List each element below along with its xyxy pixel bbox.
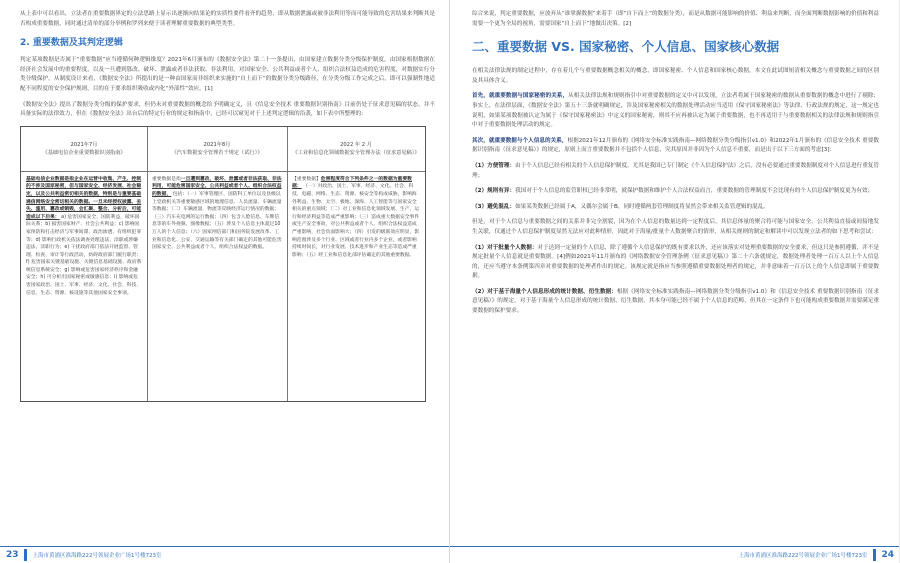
table-header	[287, 127, 425, 172]
page-footer	[450, 546, 899, 563]
list-item-text: 根据《网络安全标准实践指南—网络数据分类分级指引v1.0》和《信息安全技术 重要数据识别指南（征求意见稿）》的规定，对于基于海量个人信息形成的统计数据、衍生数据，其本身可能已经不属于个人信息的范畴，但其在一定条件下也可能构成重要数据并需要满足重要数据的保护要求。	[472, 288, 879, 315]
list-item	[472, 288, 879, 317]
header-title: 《基础电信企业重要数据识别指南》	[42, 149, 126, 156]
list-item-lead: （3）避免混乱：	[472, 203, 516, 210]
cell-lead: 重要数据是指	[152, 176, 181, 182]
body-paragraph	[472, 137, 879, 156]
cell-emphasis: 基础电信企业数据是指企业在运营中收集、产生、控制的不涉及国家秘密，但与国家安全、经济发展、社会稳定，以及公共利益密切相关的数据，特别是与重要基础通信网络安全密切相关的数据。一旦未经授权披露、丢失、滥用、篡改或销毁，会汇聚、整合、分析后，可能造成以下后果：	[26, 176, 142, 220]
page-number: 24	[881, 550, 894, 560]
table-column-2	[147, 127, 288, 401]
cell-lead: 【重要数据】	[292, 176, 321, 182]
body-paragraph: 在相关法律法规的制定过程中，存在着几个与重要数据概念相关的概念，即国家秘密、个人信息和国家核心数据，本文在此试图厘清相关概念与重要数据之间的区别及其具体含义。	[472, 68, 879, 84]
page-footer	[0, 546, 449, 563]
table-column-3	[287, 127, 425, 401]
paragraph-lead: 首先，就重要数据与国家秘密的关系，	[472, 93, 569, 100]
header-title: 《汽车数据安全管理若干规定（试行）》	[171, 149, 263, 156]
header-date: 2021年7月	[70, 141, 98, 148]
body-paragraph: 但是，对于个人信息与重要数据之间的关系并非完全割裂，因为在个人信息的数量达到一定程度后，其信息体量的聚合将可能与国家安全、公共利益直接或间接地发生关联，仅通过个人信息保护制度显然无法应对此种情形，因此对于海量/批量个人数据聚合的情形，从相关规则的制定和解读中可以发现立法者的如下思考和尝试：	[472, 219, 879, 235]
section-title: 2. 重要数据及其判定逻辑	[20, 38, 123, 49]
body-paragraph	[472, 92, 879, 130]
cell-text: a) 危害国家安全、国防利益，破坏国际关系；b) 损害国家财产、社会公共利益；c) 影响国家预防和打击经济与军事间谍、政治渗透、有组织犯罪等；d) 影响行政机关依法调查处理违法、渎职或涉嫌违法、渎职行为；e) 干扰政府部门依法开展监督、管理、检查、审计等行政活动，妨碍政府部门履行职责；f) 危害国家关键基础设施、关键信息基础设施、政府系统信息系统安全；g) 影响或危害国家经济秩序和金融安全；h) 可分析出国家秘密或敏感信息；i) 影响或危害国家政治、国土、军事、经济、文化、社会、科技、信息、生态、资源、核设施等其他国家安全事项。	[26, 214, 142, 296]
table-cell	[21, 172, 147, 302]
cell-text: （一）对政治、国土、军事、经济、文化、社会、科技、电磁、网络、生态、资源、核安全等构成威胁，影响海外利益、生物、太空、极地、深海、人工智能等与国家安全相关的重点领域；（二）对工业和信息化领域发展、生产、运行和经济利益等造成严重影响；（三）造成重大数据安全事件或生产安全事故，对公共利益或者个人、组织合法权益造成严重影响，社会负面影响大；（四）引发的级联效应明显，影响范围涉及多个行业、区域或者行业内多个企业，或者影响持续时间长，对行业发展、技术进步和产业生态等造成严重影响；（五）经工业和信息化部评估确定的其他重要数据。	[292, 184, 420, 258]
list-item	[472, 203, 879, 213]
cell-emphasis: 一旦遭到篡改、破坏、泄露或者非法获取、非法利用，可能危害国家安全、公共利益或者个人、组织合法权益的数据，	[152, 176, 282, 197]
intro-paragraph: 综合来说，判定重要数据，应放弃从“谁掌握数据”来着手（即“自下而上”的数据分类），而是从数据可能影响的价值、利益来判断，而全面判断数据影响的价值和利益需要一个更为全局的视角，需要国家“自上而下”地做出决策。[2]	[472, 11, 879, 27]
body-paragraph: 判定某项数据是否属于“重要数据”应当遵循何种逻辑维度？2021年6月颁布的《数据安全法》第二十一条提出，由国家建立数据分类分级保护制度，由国家根据数据在经济社会发展中的重要程度，以及一旦遭到篡改、破坏、泄露或者非法获取、非法利用，对国家安全、公共利益或者个人、组织合法权益造成的危害程度，对数据实行分类分级保护。从制度设计来看，《数据安全法》所提出的是一种由国家而非组织来实施的“自上而下”的数据分类分级路径，在分类分级工作完成之后，即可以强制性地适配不同程度的安全保护规则，目的在于要求组织吸收或内化“外部性”效应。[1]	[20, 57, 435, 92]
list-item-lead: （2）对于基于海量个人信息形成的统计数据、衍生数据：	[472, 288, 617, 295]
header-title: 《工业和信息化领域数据安全管理办法（征求意见稿）》	[292, 149, 420, 156]
body-paragraph: 《数据安全法》提出了数据分类分级的保护要求，但仍未对重要数据的概念给予明确定义，且《信息安全技术 重要数据识别指南》目前仍处于征求意见稿的状态，并不具备实际的法律效力，但在《数据安全法》出台后的特定行业的规定和指南中，已经可以窥见对于上述判定逻辑的沿袭，如下表中所整理的：	[20, 101, 435, 118]
footer-address: 上海市黄浦区淮海路222号领展企业广场1号楼723室	[32, 553, 162, 559]
comparison-table	[20, 126, 426, 402]
list-item-lead: （1）方便管理：	[472, 162, 516, 169]
header-date: 2022 年 2 月	[340, 141, 372, 148]
list-item-text: 对于达到一定量的个人信息，除了遵循个人信息保护的既有要求以外，还应该落实对处理重要数据的安全要求，但这只是参照遵循，并不是规定批量个人信息就是重要数据。[4]例如2021年11月颁布的《网络数据安全管理条例（征求意见稿）》第二十六条就规定，数据处理者处理一百万人以上个人信息的，还应当遵守本条例第四章对重要数据的处理者作出的规定。该规定就是指应当参照遵循重要数据处理者的规定，并非意味着一百万以上的个人信息即属于重要数据。	[472, 244, 879, 280]
list-item-lead: （2）规则有异：	[472, 188, 516, 195]
header-date: 2021年8月	[203, 141, 231, 148]
list-item-text: 我国对于个人信息的监管职权已经非常明，就保护数据和维护个人合法权益而言，重要数据的管理制度不会比现有的个人信息保护制度更为有效；	[515, 188, 874, 195]
table-header	[21, 127, 147, 172]
paragraph-text: 根据2021年12月颁布的《网络安全标准实践指南—网络数据分类分级指引v1.0》和2022年1月颁布的《信息安全技术 重要数据识别指南（征求意见稿）》的规定，原则上而言重要数据并不包括个人信息，究其原因并非因为个人信息不重要，而是出于以下三方面的考虑[3]：	[472, 137, 879, 154]
footer-address: 上海市黄浦区淮海路222号领展企业广场1号楼723室	[738, 553, 868, 559]
table-header	[147, 127, 287, 172]
cell-emphasis: 危害程度符合下列条件之一的数据为重要数据：	[292, 176, 412, 190]
intro-paragraph: 从上表中可以看出，立法者在重要数据界定的立法思路上显示出逐渐向结果论的实质性要件看齐的趋势，即从数据泄露或被非法利用等而可能导致的危害结果来判断其是否构成重要数据，同时通过清单的部分举例和罗列来便于读者理解重要数据的典型类型。	[20, 11, 435, 27]
list-item-text: 由于个人信息已经有相关的个人信息保护制度，尤其是我国已专门制定《个人信息保护法》之后，没有必要通过重要数据制度对个人信息进行重复管理；	[472, 162, 879, 179]
table-cell	[147, 172, 287, 256]
page-right	[450, 0, 899, 563]
list-item-lead: （1）对于批量个人数据：	[472, 244, 538, 251]
page-left-content	[20, 10, 435, 402]
list-item	[472, 187, 879, 197]
paragraph-text: 从相关法律法规和规则指引中对重要数据的定义中可以发现，立法者将属于国家秘密的数据从重要数据的概念中进行了剔除；事实上，在法律层面，《数据安全法》第五十三条就明确规定，涉及国家秘密相关的数据处理活动应当适用《保守国家秘密法》等法律、行政法规的规定，这一规定也说明，如果某项数据被认定为属于《保守国家秘密法》中定义的国家秘密，则其不应再被认定为属于重要数据，也不再适用于与重要数据相关的法律法规和规则指引中对于重要数据处理活动的规定。	[472, 93, 879, 129]
table-cell	[287, 172, 425, 264]
list-item-text: 如果某类数据已经属于A，又偶尔会属于B，同时遵循两套管理制度将显然会带来相关监管逻辑的混乱。	[515, 203, 769, 210]
page-right-content	[472, 10, 879, 323]
paragraph-lead: 其次，就重要数据与个人信息的关系，	[472, 137, 568, 144]
list-item	[472, 244, 879, 282]
table-column-1	[21, 127, 148, 401]
page-number: 23	[6, 550, 19, 560]
list-item	[472, 162, 879, 181]
cell-text: 包括：（一）军事管理区、国防科工单位以及县级以上党政机关等重要敏感区域的地理信息、人员流量、车辆流量等数据；（二）车辆流量、物流等反映经济运行情况的数据；（三）汽车充电网的运行数据；（四）包含人脸信息、车牌信息等的车外视频、图像数据；（五）涉及个人信息主体超过10万人的个人信息；（六）国家网信部门和国务院发展改革、工业和信息化、公安、交通运输等有关部门确定的其他可能危害国家安全、公共利益或者个人、组织合法权益的数据。	[152, 191, 282, 251]
section-title: 二、重要数据 VS. 国家秘密、个人信息、国家核心数据	[472, 39, 780, 55]
